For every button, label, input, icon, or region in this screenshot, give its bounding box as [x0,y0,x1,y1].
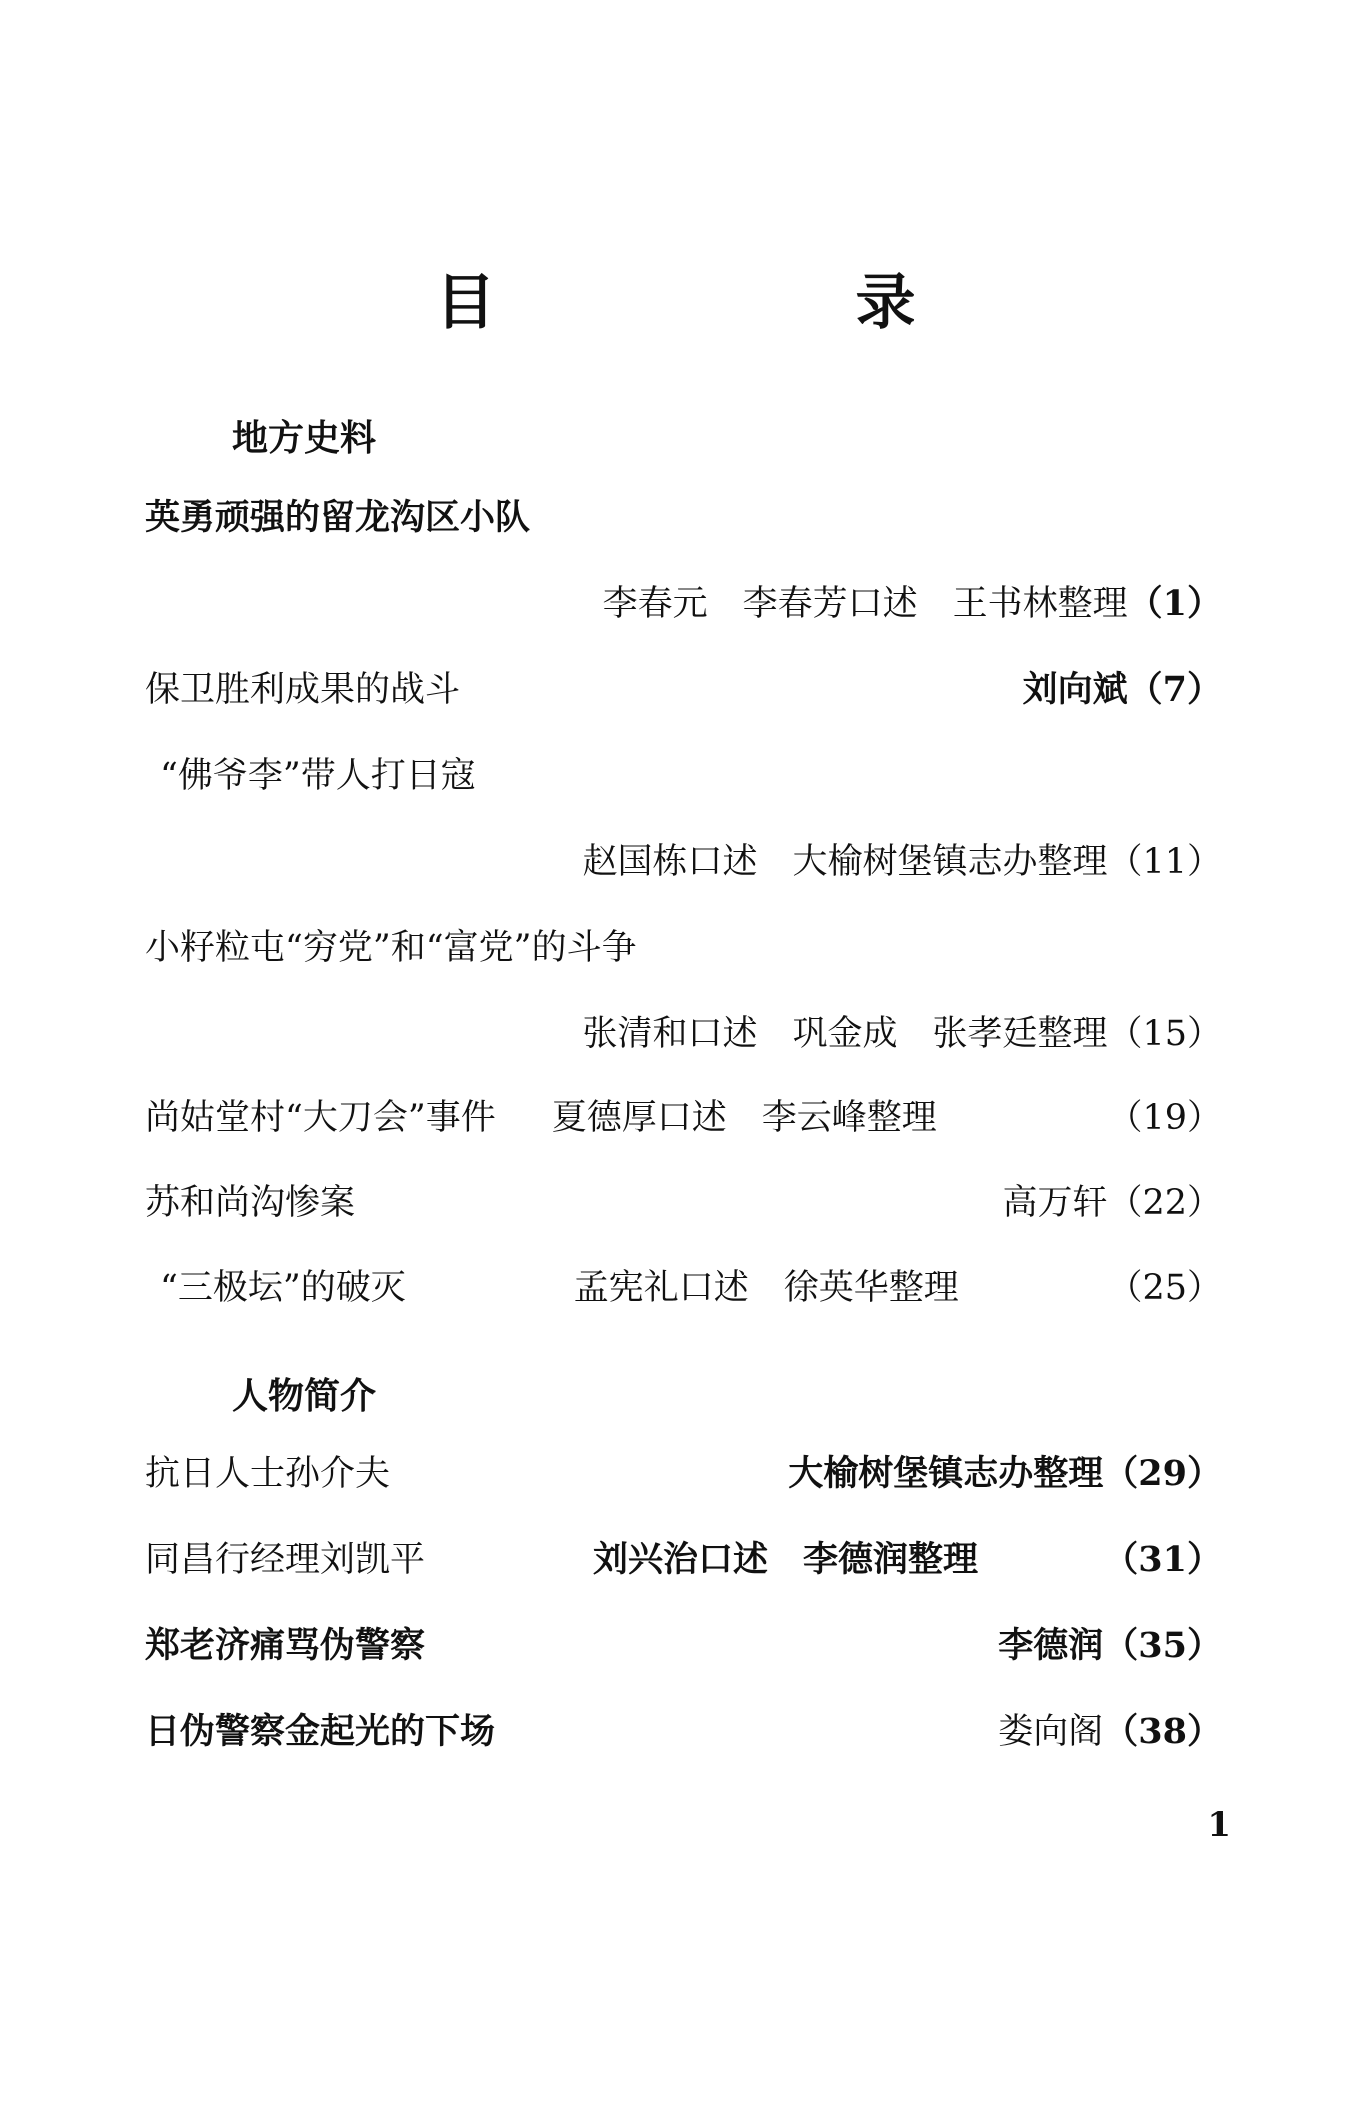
entry-author: 大榆树堡镇志办整理 [788,1453,1104,1494]
entry-title: “三极坛”的破灭 [160,1268,406,1308]
entry-author: 刘向斌 [1022,669,1128,710]
entry-page: （1） [1127,583,1222,624]
entry-author: 刘兴治口述 李德润整理 [593,1539,979,1580]
entry-title: 抗日人士孙介夫 [145,1454,391,1494]
toc-entry[interactable] [145,492,1075,544]
entry-page: （25） [1107,1268,1222,1308]
page-number: 1 [1207,1805,1231,1845]
toc-entry[interactable] [145,1177,1222,1229]
toc-entry[interactable] [145,1092,1222,1144]
dot-leader [429,1620,994,1672]
entry-author: 夏德厚口述 李云峰整理 [551,1098,937,1138]
entry-title: 苏和尚沟惨案 [145,1183,356,1223]
dot-leader [499,1706,994,1758]
dot-leader [429,1534,589,1586]
toc-entry[interactable] [145,1534,1222,1586]
entry-author: 赵国栋口述 大榆树堡镇志办整理 [582,842,1108,882]
dot-leader [236,836,578,888]
entry-author: 李春元 李春芳口述 王书林整理 [602,584,1128,624]
entry-author: 张清和口述 巩金成 张孝廷整理 [582,1014,1108,1054]
entry-page: （22） [1107,1183,1222,1223]
entry-page: （7） [1127,669,1222,710]
dot-leader [641,922,1071,974]
entry-title: 尚姑堂村“大刀会”事件 [145,1098,496,1138]
toc-entry[interactable] [160,750,1075,802]
dot-leader [236,578,599,630]
dot-leader [410,1262,570,1314]
dot-leader [500,1092,548,1144]
entry-page: （31） [1103,1539,1222,1580]
toc-entry[interactable] [145,664,1222,716]
entry-title: 日伪警察金起光的下场 [145,1711,496,1752]
entry-title: 郑老济痛骂伪警察 [145,1625,426,1666]
entry-page: （29） [1103,1453,1222,1494]
toc-entry[interactable] [232,578,1222,630]
entry-author: 娄向阁 [998,1712,1104,1752]
dot-leader [480,750,1071,802]
entry-title: 英勇顽强的留龙沟区小队 [145,497,531,538]
toc-entry[interactable] [145,1620,1222,1672]
entry-title: 保卫胜利成果的战斗 [145,670,461,710]
toc-entry[interactable] [232,1008,1222,1060]
toc-entry[interactable] [145,922,1075,974]
toc-entry[interactable] [145,1448,1222,1500]
dot-leader [464,664,1019,716]
entry-author: 高万轩 [1002,1183,1108,1223]
toc-entry[interactable] [160,1262,1222,1314]
dot-leader [359,1177,998,1229]
entry-title: “佛爷李”带人打日寇 [160,756,476,796]
section-heading-local-history: 地方史料 [232,418,377,459]
dot-leader [236,1008,578,1060]
entry-title: 小籽粒屯“穷党”和“富党”的斗争 [145,928,637,968]
entry-page: （19） [1107,1098,1222,1138]
entry-page: （38） [1103,1711,1222,1752]
entry-title: 同昌行经理刘凯平 [145,1540,426,1580]
toc-entry[interactable] [232,836,1222,888]
entry-page: （11） [1107,842,1222,882]
section-heading-biographies: 人物简介 [232,1376,377,1417]
entry-author: 李德润 [998,1625,1104,1666]
entry-page: （35） [1103,1625,1222,1666]
entry-author: 孟宪礼口述 徐英华整理 [573,1268,959,1308]
dot-leader [394,1448,784,1500]
dot-leader [534,492,1071,544]
entry-page: （15） [1107,1014,1222,1054]
toc-entry[interactable] [145,1706,1222,1758]
toc-title: 目 录 [435,268,1066,338]
